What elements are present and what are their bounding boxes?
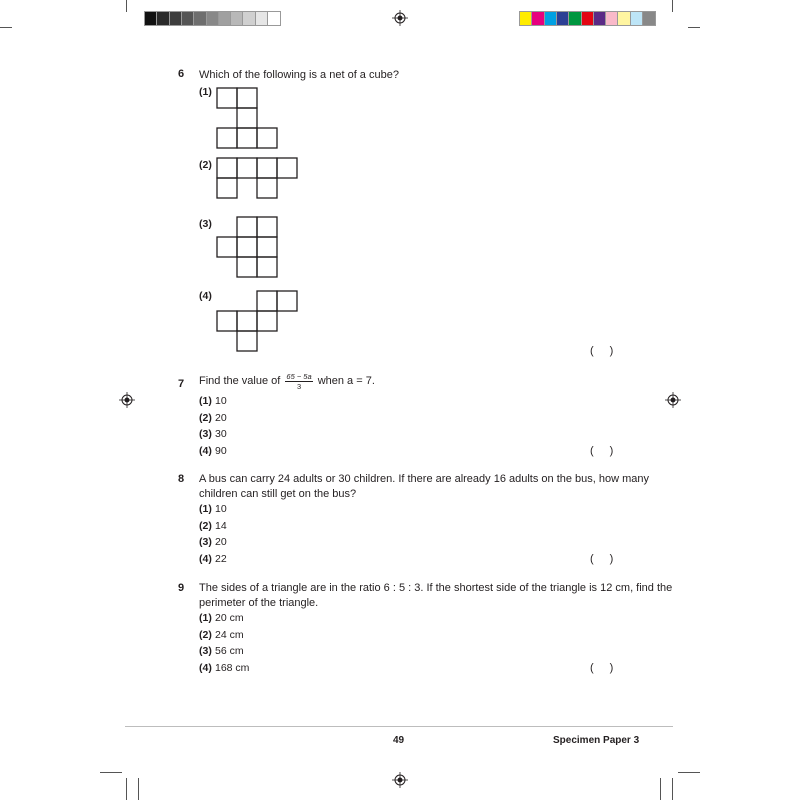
answer-bracket[interactable]: ( ) xyxy=(590,553,614,565)
registration-mark-icon xyxy=(392,772,408,788)
color-swatch xyxy=(569,12,581,25)
option-label: (3) xyxy=(199,218,212,230)
color-swatch xyxy=(145,12,157,25)
question-number: 8 xyxy=(178,473,185,485)
fraction: $\frac{65 - 5a}{3}$ xyxy=(286,372,312,391)
cube-net-option-3 xyxy=(214,215,278,279)
question-text: Find the value of $\frac{65 - 5a}{3}$ when a = 7. xyxy=(199,372,375,391)
color-swatch xyxy=(594,12,606,25)
option: (1) 10 xyxy=(199,395,227,407)
color-swatch xyxy=(606,12,618,25)
question-text: A bus can carry 24 adults or 30 children. If there are already 16 adults on the bus, how many children can still get on the bus? xyxy=(199,473,650,500)
option: (4) 168 cm xyxy=(199,662,250,674)
footer-title: Specimen Paper 3 xyxy=(553,735,640,746)
color-swatch xyxy=(157,12,169,25)
color-swatch xyxy=(256,12,268,25)
color-swatch xyxy=(557,12,569,25)
option: (4) 22 xyxy=(199,553,227,565)
option-label: (1) xyxy=(199,86,212,98)
option: (2) 24 cm xyxy=(199,629,244,641)
answer-bracket[interactable]: ( ) xyxy=(590,662,614,674)
option: (3) 56 cm xyxy=(199,645,244,657)
color-swatch xyxy=(545,12,557,25)
color-swatch xyxy=(643,12,655,25)
cube-net-option-1 xyxy=(214,86,278,150)
option: (1) 20 cm xyxy=(199,612,244,624)
question-number: 7 xyxy=(178,378,185,390)
option-label: (4) xyxy=(199,290,212,302)
color-swatch xyxy=(243,12,255,25)
page-number: 49 xyxy=(393,735,405,746)
option: (3) 30 xyxy=(199,428,227,440)
color-swatch xyxy=(582,12,594,25)
color-swatch xyxy=(618,12,630,25)
color-swatch xyxy=(182,12,194,25)
color-swatch xyxy=(520,12,532,25)
color-swatch xyxy=(207,12,219,25)
answer-bracket[interactable]: ( ) xyxy=(590,445,614,457)
cube-net-option-4 xyxy=(214,289,300,353)
color-swatch xyxy=(231,12,243,25)
registration-mark-icon xyxy=(119,392,135,408)
option: (2) 20 xyxy=(199,412,227,424)
color-swatch xyxy=(194,12,206,25)
answer-bracket[interactable]: ( ) xyxy=(590,345,614,357)
question-number: 6 xyxy=(178,68,185,80)
question-number: 9 xyxy=(178,582,185,594)
question-text: The sides of a triangle are in the ratio 6 : 5 : 3. If the shortest side of the triangle is 12 cm, find the perimeter of the triangle. xyxy=(199,582,673,609)
color-swatch xyxy=(170,12,182,25)
option: (4) 90 xyxy=(199,445,227,457)
color-swatch xyxy=(268,12,280,25)
option: (3) 20 xyxy=(199,536,227,548)
color-swatch xyxy=(532,12,544,25)
color-swatch xyxy=(219,12,231,25)
registration-mark-icon xyxy=(665,392,681,408)
color-swatch xyxy=(631,12,643,25)
option-label: (2) xyxy=(199,159,212,171)
footer-divider xyxy=(125,726,673,727)
option: (1) 10 xyxy=(199,503,227,515)
option: (2) 14 xyxy=(199,520,227,532)
question-text: Which of the following is a net of a cube? xyxy=(199,69,399,81)
registration-mark-icon xyxy=(392,10,408,26)
cube-net-option-2 xyxy=(214,156,300,202)
